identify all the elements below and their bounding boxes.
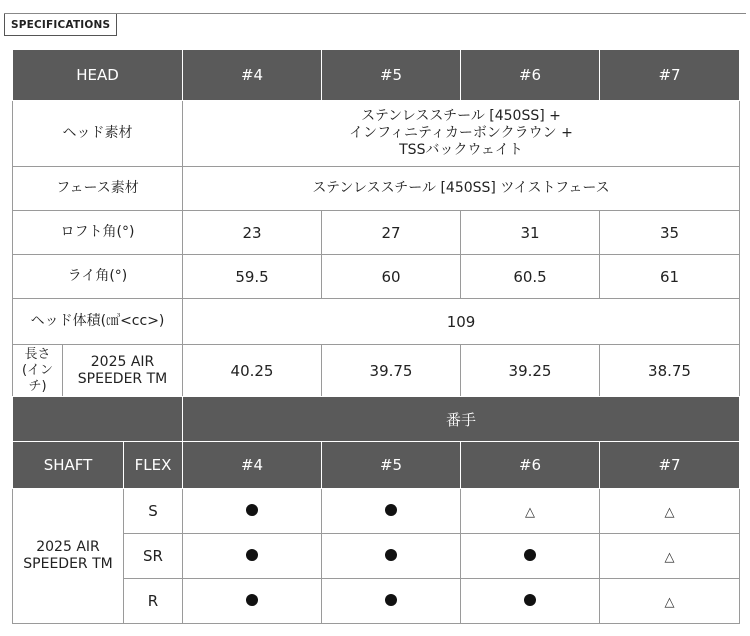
header-club-7: #7: [600, 50, 740, 101]
availability-cell: [322, 579, 461, 624]
triangle-icon: △: [525, 505, 535, 520]
flex-label: R: [124, 579, 183, 624]
head-header-row: [13, 50, 740, 101]
header-head: HEAD: [13, 50, 183, 101]
triangle-icon: △: [664, 550, 675, 565]
available-dot-icon: [246, 504, 258, 516]
loft-row: [13, 211, 740, 255]
head-material-line-1: ステンレススチール [450SS] +: [361, 108, 561, 124]
lie-value-7: 61: [600, 255, 740, 299]
length-label: [13, 345, 63, 397]
volume-label: ヘッド体積(㎤<cc>): [13, 299, 183, 345]
header-shaft-club-4: #4: [183, 442, 322, 489]
header-shaft-club-7: #7: [600, 442, 740, 489]
volume-value: 109: [183, 299, 740, 345]
length-row: [13, 345, 740, 397]
head-spec-table: [12, 49, 740, 397]
face-material-row: [13, 167, 740, 211]
face-material-value: ステンレススチール [450SS] ツイストフェース: [183, 167, 740, 211]
length-value-4: 40.25: [183, 345, 322, 397]
shaft-name-line-2: SPEEDER TM: [23, 556, 113, 572]
available-dot-icon: [246, 594, 258, 606]
lie-row: [13, 255, 740, 299]
head-material-value: [183, 101, 740, 167]
length-shaft-line-1: 2025 AIR: [90, 353, 155, 370]
available-dot-icon: [246, 549, 258, 561]
loft-value-5: 27: [322, 211, 461, 255]
header-shaft-club-6: #6: [461, 442, 600, 489]
available-dot-icon: [524, 549, 536, 561]
availability-cell: [461, 534, 600, 579]
availability-cell: [461, 579, 600, 624]
head-material-line-2: インフィニティカーボンクラウン +: [349, 125, 573, 141]
availability-cell: [183, 534, 322, 579]
availability-cell: [322, 489, 461, 534]
header-shaft-club-5: #5: [322, 442, 461, 489]
loft-value-7: 35: [600, 211, 740, 255]
availability-cell: [600, 489, 740, 534]
length-value-7: 38.75: [600, 345, 740, 397]
head-material-label: ヘッド素材: [13, 101, 183, 167]
face-material-label: フェース素材: [13, 167, 183, 211]
volume-row: [13, 299, 740, 345]
shaft-header-row: [13, 442, 740, 489]
length-shaft-line-2: SPEEDER TM: [77, 370, 168, 387]
lie-value-6: 60.5: [461, 255, 600, 299]
available-dot-icon: [385, 549, 397, 561]
group-header-blank: [13, 397, 183, 442]
flex-label: SR: [124, 534, 183, 579]
flex-label: S: [124, 489, 183, 534]
shaft-name-line-1: 2025 AIR: [36, 539, 100, 555]
length-value-6: 39.25: [461, 345, 600, 397]
availability-cell: [461, 489, 600, 534]
flex-row-s: [13, 489, 740, 534]
availability-cell: [600, 579, 740, 624]
header-shaft: SHAFT: [13, 442, 124, 489]
available-dot-icon: [385, 504, 397, 516]
available-dot-icon: [524, 594, 536, 606]
availability-cell: [183, 489, 322, 534]
length-label-line-1: 長さ: [24, 346, 51, 362]
lie-value-5: 60: [322, 255, 461, 299]
lie-label: ライ角(°): [13, 255, 183, 299]
available-dot-icon: [385, 594, 397, 606]
header-club-6: #6: [461, 50, 600, 101]
lie-value-4: 59.5: [183, 255, 322, 299]
header-club-5: #5: [322, 50, 461, 101]
shaft-name: [13, 489, 124, 624]
loft-value-6: 31: [461, 211, 600, 255]
availability-cell: [183, 579, 322, 624]
group-header-row: [13, 397, 740, 442]
availability-cell: [600, 534, 740, 579]
shaft-spec-table: [12, 396, 740, 624]
head-material-row: [13, 101, 740, 167]
length-value-5: 39.75: [322, 345, 461, 397]
availability-cell: [322, 534, 461, 579]
group-header-club-number: 番手: [183, 397, 740, 442]
header-club-4: #4: [183, 50, 322, 101]
triangle-icon: △: [664, 595, 675, 610]
loft-label: ロフト角(°): [13, 211, 183, 255]
triangle-icon: △: [664, 505, 675, 520]
head-material-line-3: TSSバックウェイト: [399, 142, 523, 158]
length-label-line-2: (インチ): [21, 362, 54, 394]
length-shaft-name: [63, 345, 183, 397]
header-flex: FLEX: [124, 442, 183, 489]
section-label: SPECIFICATIONS: [4, 14, 117, 36]
loft-value-4: 23: [183, 211, 322, 255]
